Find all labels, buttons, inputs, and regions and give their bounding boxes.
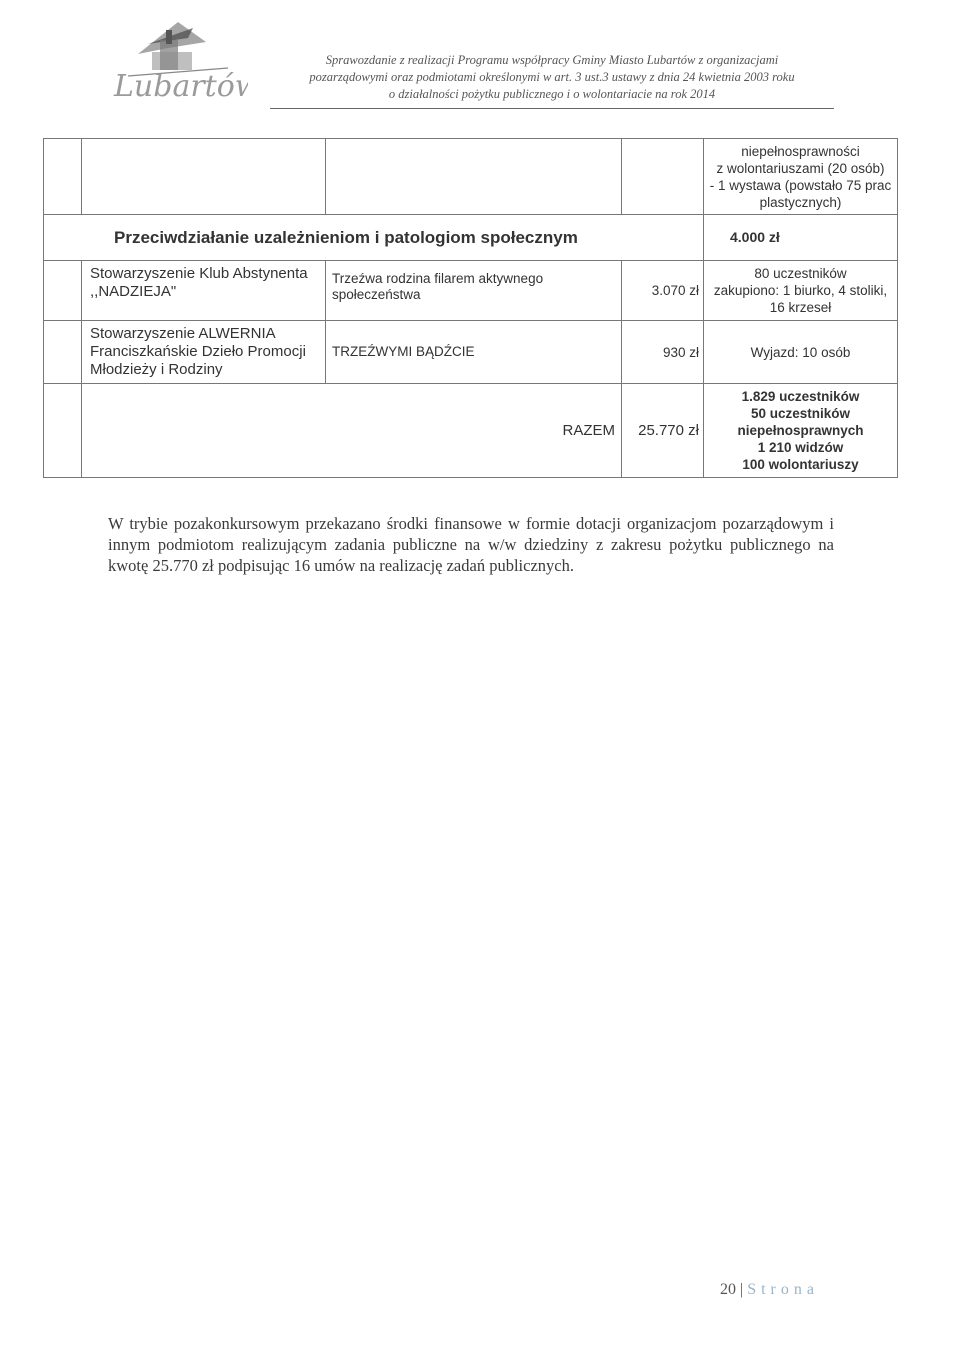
result-line: Wyjazd: 10 osób (750, 344, 851, 360)
task-line: Trzeźwa rodzina filarem aktywnego (332, 271, 544, 286)
table-cell (82, 139, 326, 215)
task-line: TRZEŹWYMI BĄDŹCIE (332, 344, 475, 359)
task-cell (326, 261, 622, 321)
result-cell (704, 139, 898, 215)
category-row (44, 215, 898, 261)
amount-cell: 930 zł (622, 321, 704, 384)
report-header (270, 52, 834, 103)
category-title-cell (44, 215, 704, 261)
table-cell (326, 139, 622, 215)
table-row (44, 139, 898, 215)
result-line: 80 uczestników (754, 266, 847, 281)
header-line-2: pozarządowymi oraz podmiotami określonymi w art. 3 ust.3 ustawy z dnia 24 kwietnia 2003 roku (309, 70, 795, 84)
city-logo (108, 14, 248, 110)
table-cell (44, 261, 82, 321)
table-row (44, 321, 898, 384)
organization-cell (82, 321, 326, 384)
result-line: 1 210 widzów (757, 440, 844, 455)
table-row (44, 261, 898, 321)
page-number: 20 (720, 1281, 736, 1298)
logo-wordmark: Lubartów (114, 69, 248, 104)
result-line: 50 uczestników (750, 406, 851, 421)
footer-word: Strona (747, 1281, 819, 1298)
grants-table (43, 138, 898, 478)
result-line: zakupiono: 1 biurko, 4 stoliki, (713, 283, 888, 298)
result-cell (704, 261, 898, 321)
table-cell (44, 139, 82, 215)
header-line-3: o działalności pożytku publicznego i o wolontariacie na rok 2014 (388, 87, 716, 101)
result-line: 1.829 uczestników (741, 389, 860, 404)
total-result-cell (704, 384, 898, 478)
table-cell (622, 139, 704, 215)
result-line: z wolontariuszami (20 osób) (716, 160, 885, 176)
summary-paragraph: W trybie pozakonkursowym przekazano środki finansowe w formie dotacji organizacjom pozarządowym i innym podmiotom realizującym zadania publiczne na w/w dziedziny z zakresu pożytku publicznego na kwotę 25.770 zł podpisując 16 umów na realizację zadań publicznych. (108, 513, 834, 575)
amount-cell: 3.070 zł (622, 261, 704, 321)
organization-line: Stowarzyszenie ALWERNIA (90, 325, 276, 342)
total-row (44, 384, 898, 478)
total-amount: 25.770 zł (622, 384, 704, 478)
result-line: niepełnosprawnych (737, 423, 864, 438)
result-line: - 1 wystawa (powstało 75 prac (709, 177, 892, 193)
category-amount: 4.000 zł (704, 215, 898, 261)
result-line: niepełnosprawności (741, 143, 860, 159)
header-divider (270, 108, 834, 109)
result-cell (704, 321, 898, 384)
task-line: społeczeństwa (332, 287, 421, 302)
organization-line: Stowarzyszenie Klub Abstynenta (90, 265, 308, 282)
organization-line: Młodzieży i Rodziny (90, 361, 223, 378)
total-label: RAZEM (82, 384, 622, 478)
footer-separator: | (740, 1281, 744, 1298)
header-line-1: Sprawozdanie z realizacji Programu współpracy Gminy Miasto Lubartów z organizacjami (325, 53, 779, 67)
result-line: 16 krzeseł (769, 300, 832, 315)
organization-line: ,,NADZIEJA" (90, 283, 177, 300)
organization-cell (82, 261, 326, 321)
organization-line: Franciszkańskie Dzieło Promocji (90, 343, 306, 360)
page-footer (720, 1281, 819, 1299)
result-line: 100 wolontariuszy (742, 457, 859, 472)
category-title: Przeciwdziałanie uzależnieniom i patologiom społecznym (114, 227, 578, 247)
task-cell (326, 321, 622, 384)
table-cell (44, 384, 82, 478)
table-cell (44, 321, 82, 384)
result-line: plastycznych) (759, 194, 842, 210)
